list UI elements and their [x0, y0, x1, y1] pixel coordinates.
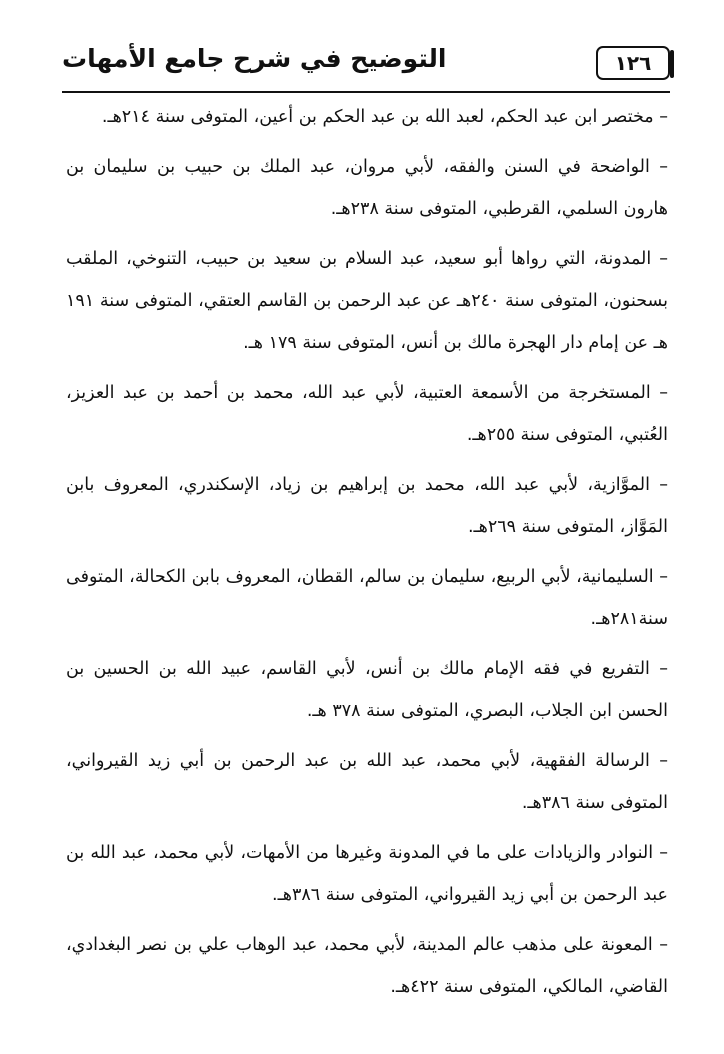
entry-text: – الرسالة الفقهية، لأبي محمد، عبد الله بن عبد الرحمن بن أبي زيد القيرواني، المتوفى سنة ٣٨٦هـ.	[66, 751, 668, 813]
bibliography-entry	[66, 372, 668, 456]
bibliography-entry	[66, 924, 668, 1008]
header-divider	[62, 91, 670, 93]
page-header	[62, 40, 670, 88]
bibliography-entry	[66, 238, 668, 364]
bibliography-entry	[66, 740, 668, 824]
entry-text: – الموَّازية، لأبي عبد الله، محمد بن إبراهيم بن زياد، الإسكندري، المعروف بابن المَوَّاز، المتوفى سنة ٢٦٩هـ.	[66, 475, 668, 537]
bibliography-entry	[66, 648, 668, 732]
entry-text: – المعونة على مذهب عالم المدينة، لأبي محمد، عبد الوهاب علي بن نصر البغدادي، القاضي، المالكي، المتوفى سنة ٤٢٢هـ.	[66, 935, 668, 997]
entry-text: – مختصر ابن عبد الحكم، لعبد الله بن عبد الحكم بن أعين، المتوفى سنة ٢١٤هـ.	[101, 107, 668, 127]
bibliography-entry	[66, 556, 668, 640]
entry-text: – النوادر والزيادات على ما في المدونة وغيرها من الأمهات، لأبي محمد، عبد الله بن عبد الرحمن بن أبي زيد القيرواني، المتوفى سنة ٣٨٦هـ.	[66, 843, 668, 905]
bibliography-entry	[66, 96, 668, 138]
entry-text: – السليمانية، لأبي الربيع، سليمان بن سالم، القطان، المعروف بابن الكحالة، المتوفى سنة٢٨١هـ.	[66, 567, 668, 629]
entry-text: – التفريع في فقه الإمام مالك بن أنس، لأبي القاسم، عبيد الله بن الحسين بن الحسن ابن الجلاب، البصري، المتوفى سنة ٣٧٨ هـ.	[66, 659, 668, 721]
bibliography-entry	[66, 464, 668, 548]
entry-text: – الواضحة في السنن والفقه، لأبي مروان، عبد الملك بن حبيب بن سليمان بن هارون السلمي، القرطبي، المتوفى سنة ٢٣٨هـ.	[66, 157, 668, 219]
entry-text: – المستخرجة من الأسمعة العتبية، لأبي عبد الله، محمد بن أحمد بن عبد العزيز، العُتبي، المتوفى سنة ٢٥٥هـ.	[66, 383, 668, 445]
bibliography-entry	[66, 146, 668, 230]
entry-text: – المدونة، التي رواها أبو سعيد، عبد السلام بن سعيد بن حبيب، التنوخي، الملقب بسحنون، المتوفى سنة ٢٤٠هـ عن عبد الرحمن بن القاسم العتقي، المتوفى سنة ١٩١ هـ عن إمام دار الهجرة مالك بن أنس، المتوفى سنة ١٧٩ هـ.	[66, 249, 668, 353]
running-title: التوضيح في شرح جامع الأمهات	[62, 44, 447, 73]
page-number: ١٢٦	[596, 46, 670, 80]
bibliography-list	[66, 96, 668, 1016]
bibliography-entry	[66, 832, 668, 916]
